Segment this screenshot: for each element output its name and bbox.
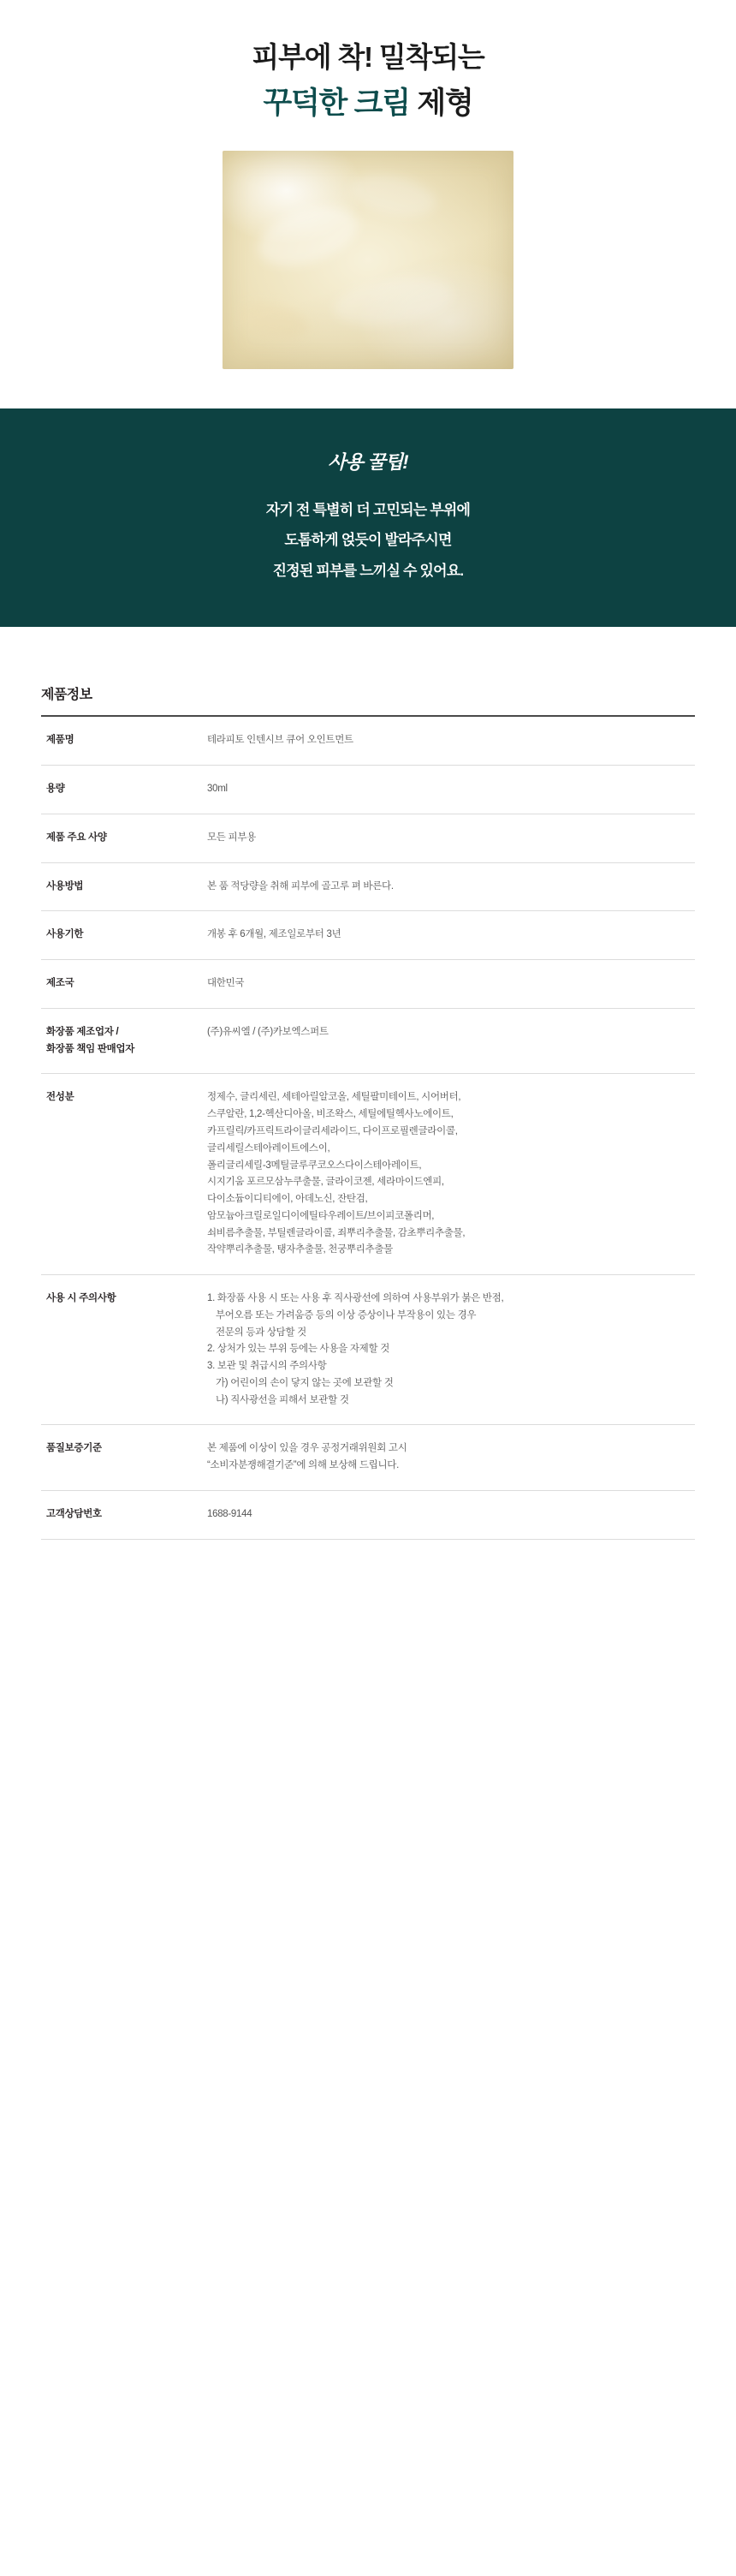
ingredients-line-3: 카프릴릭/카프릭트라이글리세라이드, 다이프로필렌글라이콜, (207, 1125, 458, 1136)
row-label-how-to-use: 사용방법 (46, 880, 84, 891)
row-label-precautions: 사용 시 주의사항 (46, 1293, 116, 1304)
precautions-line-6: 가) 어린이의 손이 닿지 않는 곳에 보관할 것 (216, 1377, 394, 1388)
table-row (41, 1275, 695, 1425)
hero-headline-line1: 피부에 착! 밀착되는 (252, 41, 484, 73)
row-value-customer-service: 1688-9144 (207, 1509, 252, 1519)
product-info-title: 제품정보 (41, 688, 92, 703)
usage-tip-line-1: 자기 전 특별히 더 고민되는 부위에 (265, 501, 471, 518)
precautions-line-7: 나) 직사광선을 피해서 보관할 것 (216, 1394, 349, 1405)
cream-texture-photo (223, 151, 513, 369)
row-value-quality-warranty (185, 1425, 695, 1491)
table-row (41, 1008, 695, 1074)
usage-tip-body (17, 498, 719, 583)
table-row (41, 814, 695, 862)
product-info-table (41, 715, 695, 1539)
table-row (41, 766, 695, 814)
ingredients-line-1: 정제수, 글리세린, 세테아릴알코올, 세틸팔미테이트, 시어버터, (207, 1092, 461, 1103)
ingredients-line-9: 쇠비름추출물, 부틸렌글라이콜, 죄뿌리추출물, 감초뿌리추출물, (207, 1227, 466, 1238)
row-label-specs: 제품 주요 사양 (46, 832, 107, 843)
cream-vignette (223, 151, 513, 369)
precautions-line-1: 1. 화장품 사용 시 또는 사용 후 직사광선에 의하여 사용부위가 붉은 반점, (207, 1293, 504, 1304)
usage-tip-line-2: 도톰하게 얹듯이 발라주시면 (284, 532, 452, 549)
row-value-specs: 모든 피부용 (207, 832, 256, 843)
ingredients-line-6: 시지기움 포르모삼누쿠출물, 글라이코젠, 세라마이드엔피, (207, 1177, 444, 1188)
row-value-how-to-use: 본 품 적당량을 취해 피부에 골고루 펴 바른다. (207, 880, 394, 891)
row-value-manufacturer: (주)유씨엘 / (주)카보엑스퍼트 (207, 1026, 329, 1037)
row-value-expiry: 개봉 후 6개월, 제조일로부터 3년 (207, 929, 341, 940)
table-row (41, 911, 695, 960)
usage-tip-line-3: 진정된 피부를 느끼실 수 있어요. (272, 562, 464, 579)
precautions-line-2: 부어오름 또는 가려움증 등의 이상 증상이나 부작용이 있는 경우 (216, 1309, 477, 1321)
row-value-ingredients (185, 1074, 695, 1275)
row-label-expiry: 사용기한 (46, 929, 84, 940)
row-value-product-name: 테라피토 인텐시브 큐어 오인트먼트 (207, 735, 353, 746)
row-label-quality-warranty: 품질보증기준 (46, 1443, 102, 1454)
table-row (41, 716, 695, 765)
row-value-origin: 대한민국 (207, 978, 245, 989)
ingredients-line-2: 스쿠알란, 1,2-헥산디아올, 비조왁스, 세틸에틸헥사노에이트, (207, 1109, 454, 1120)
row-label-manufacturer (41, 1008, 185, 1074)
row-value-volume: 30ml (207, 784, 228, 795)
table-row (41, 960, 695, 1009)
precautions-line-5: 3. 보관 및 취급시의 주의사항 (207, 1361, 327, 1372)
precautions-line-3: 전문의 등과 상담할 것 (216, 1327, 306, 1338)
row-label-volume: 용량 (46, 784, 65, 795)
quality-warranty-lines (207, 1440, 691, 1475)
product-info-section (0, 627, 736, 1625)
manufacturer-label-line-2: 화장품 책임 판매업자 (46, 1043, 135, 1054)
precautions-line-4: 2. 상처가 있는 부위 등에는 사용을 자제할 것 (207, 1344, 390, 1355)
bottom-spacer (41, 1540, 695, 1574)
hero-headline-line2 (0, 84, 736, 123)
ingredients-line-10: 작약뿌리추출물, 탱자추출물, 천궁뿌리추출물 (207, 1244, 393, 1255)
ingredients-line-8: 암모늄아크릴로일디이에틸타우레이트/브이피코폴리머, (207, 1210, 435, 1221)
quality-warranty-line-1: 본 제품에 이상이 있을 경우 공정거래위원회 고시 (207, 1443, 407, 1454)
quality-warranty-line-2: “소비자분쟁해결기준”에 의해 보상해 드립니다. (207, 1460, 400, 1471)
row-value-precautions (185, 1275, 695, 1425)
hero-headline-rest: 제형 (409, 86, 473, 121)
table-row (41, 1425, 695, 1491)
usage-tip-banner (0, 408, 736, 628)
row-label-product-name: 제품명 (46, 735, 74, 746)
row-label-origin: 제조국 (46, 978, 74, 989)
ingredients-line-5: 폴리글리세릴-3메틸글루쿠코오스다이스테아레이트, (207, 1160, 422, 1171)
table-row (41, 862, 695, 911)
row-label-ingredients: 전성분 (46, 1092, 74, 1103)
table-row (41, 1074, 695, 1275)
ingredients-lines (207, 1089, 691, 1259)
table-row (41, 1491, 695, 1540)
hero-section (0, 0, 736, 369)
row-label-customer-service: 고객상담번호 (46, 1509, 102, 1519)
manufacturer-label-line-1: 화장품 제조업자 / (46, 1026, 119, 1037)
ingredients-line-4: 글리세릴스테아레이트에스이, (207, 1142, 330, 1154)
usage-tip-title: 사용 꿀팁! (328, 450, 408, 473)
precautions-lines (207, 1291, 691, 1409)
ingredients-line-7: 다이소듐이디티에이, 아데노신, 잔탄검, (207, 1194, 368, 1205)
hero-headline-accent: 꾸덕한 크림 (263, 86, 410, 121)
